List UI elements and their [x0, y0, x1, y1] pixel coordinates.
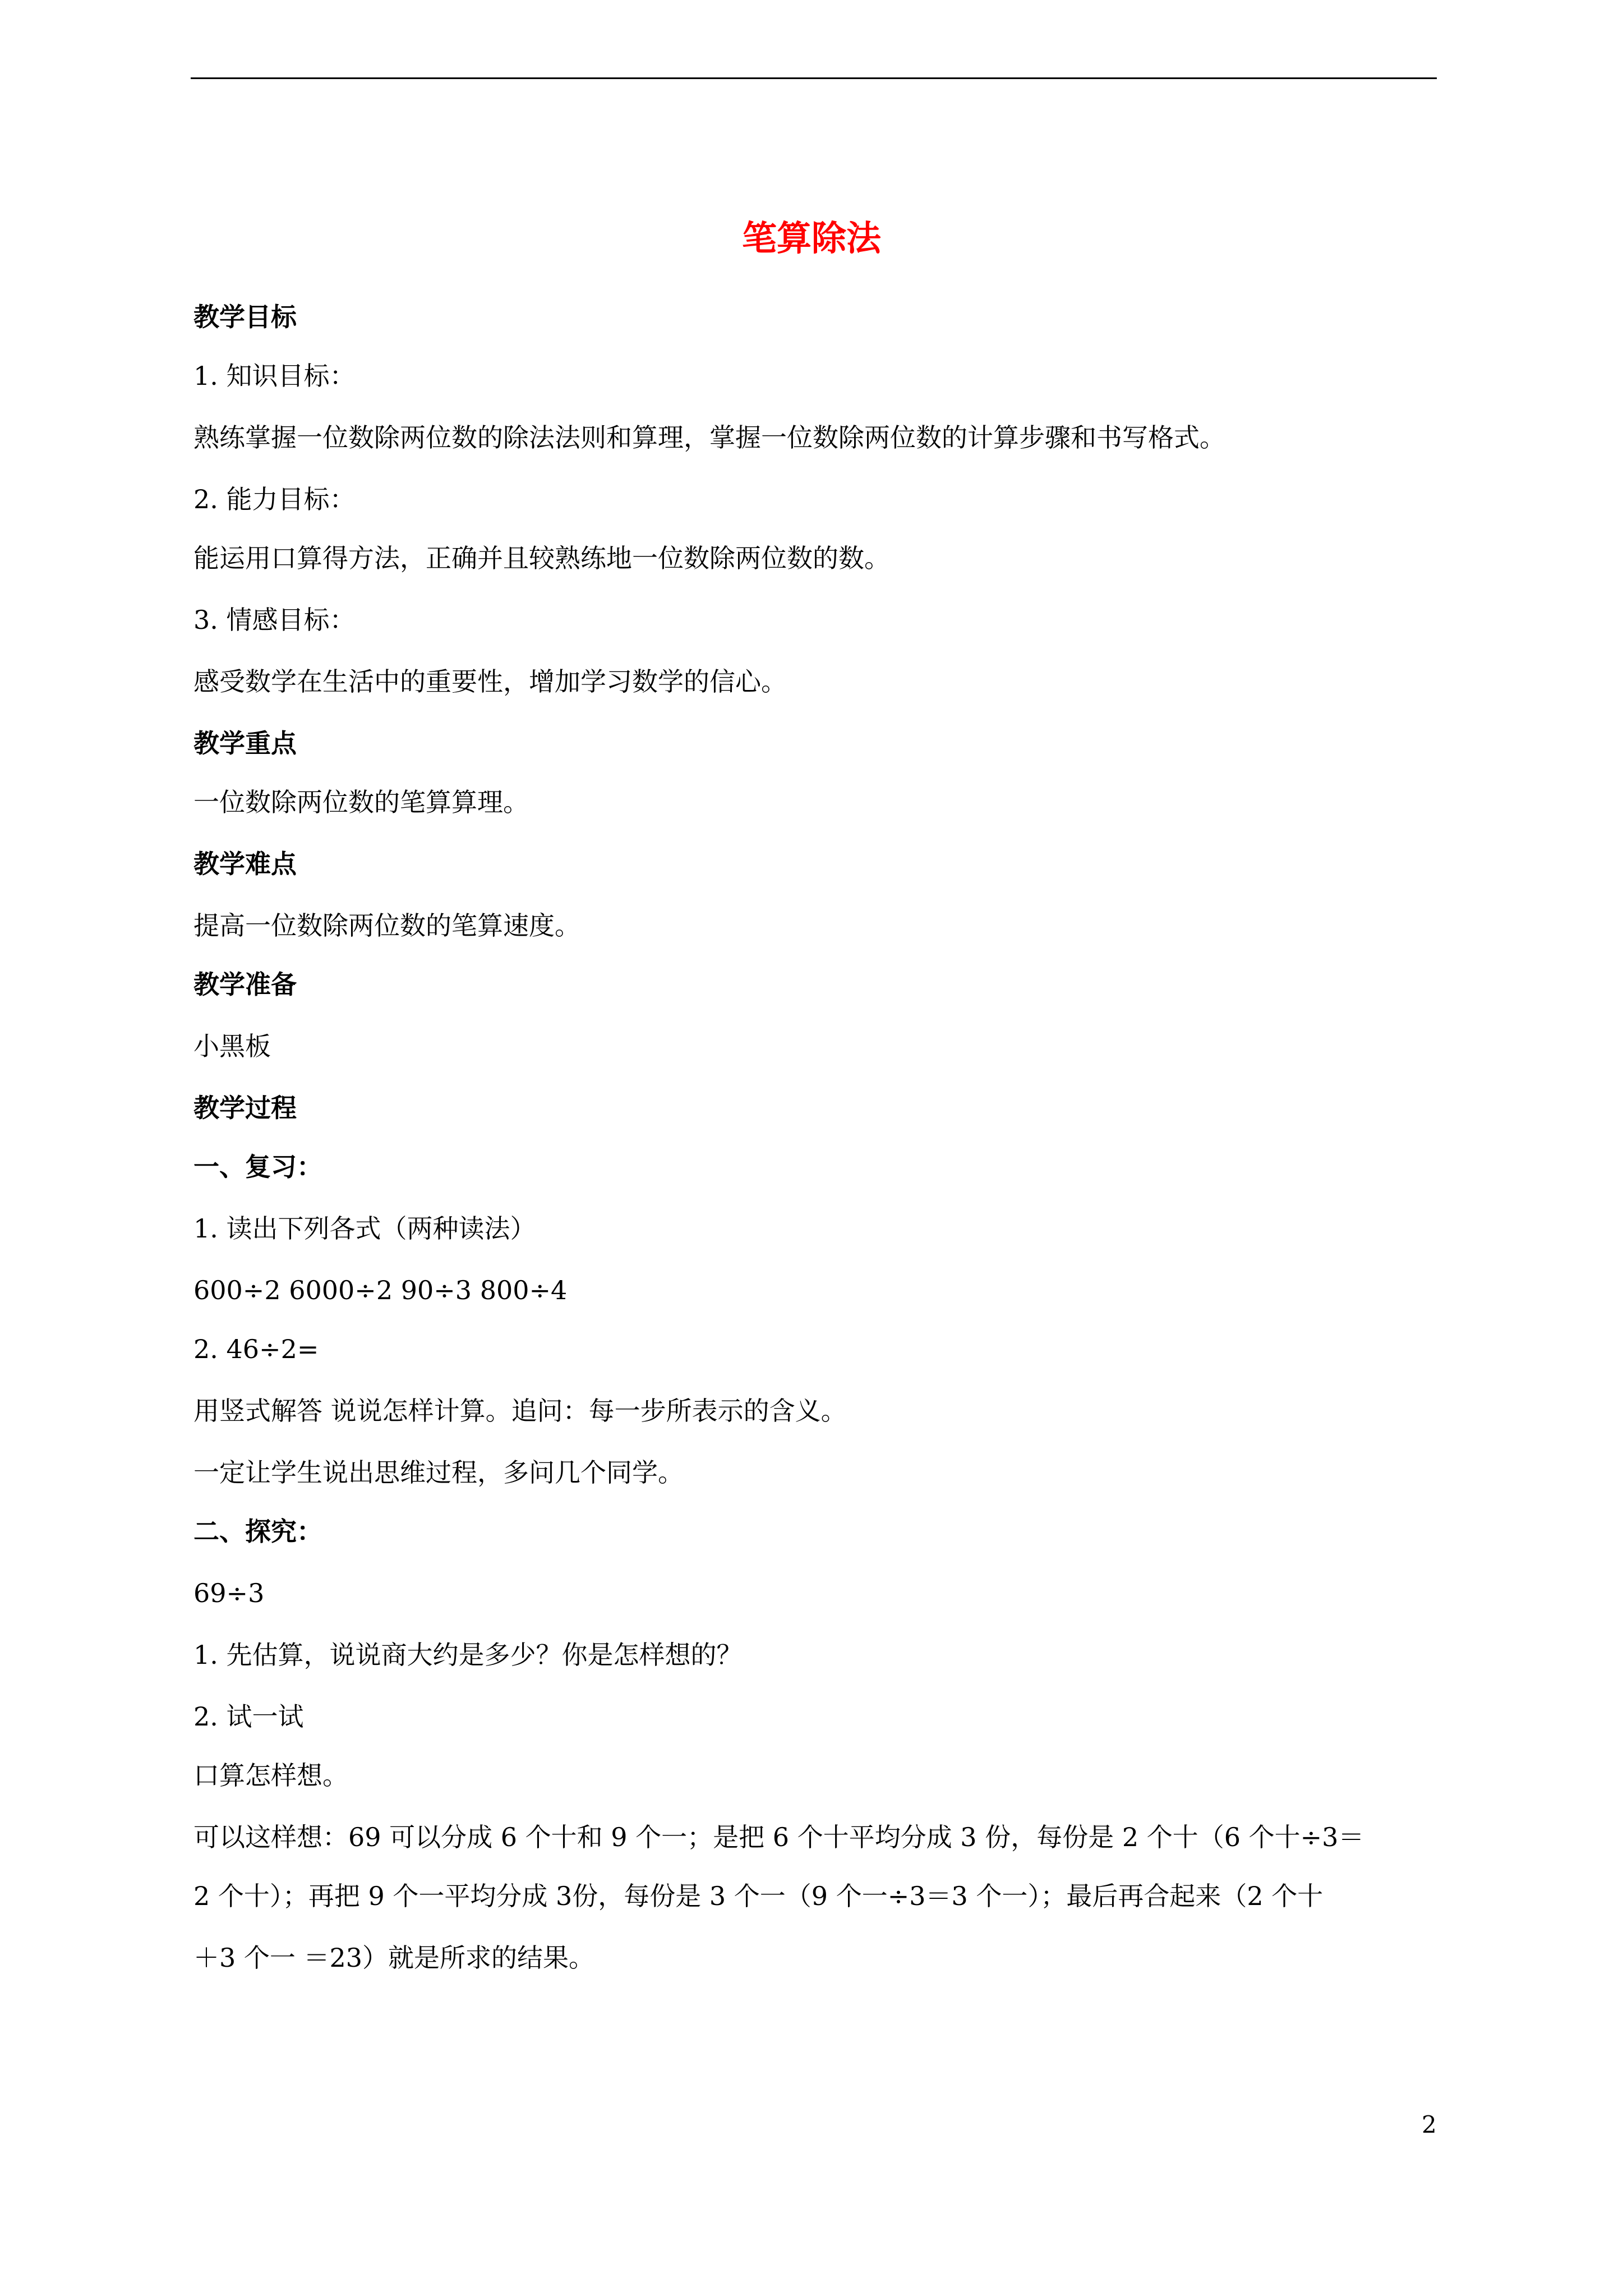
section-heading: 教学准备 [193, 969, 297, 1000]
body-text-line: 3. 情感目标： [193, 605, 356, 635]
page-number: 2 [1422, 2111, 1437, 2138]
section-heading: 一、复习： [193, 1152, 322, 1182]
header-rule [191, 77, 1437, 79]
body-text-line: 600÷2 6000÷2 90÷3 800÷4 [193, 1275, 568, 1305]
body-text-line: 1. 读出下列各式（两种读法） [193, 1213, 536, 1244]
body-text-line: 用竖式解答 说说怎样计算。追问：每一步所表示的含义。 [193, 1396, 847, 1426]
body-text-line: 感受数学在生活中的重要性，增加学习数学的信心。 [193, 666, 787, 697]
body-text-line: ＋3 个一 ＝23）就是所求的结果。 [193, 1943, 595, 1973]
body-text-line: 2. 46÷2= [193, 1334, 319, 1364]
section-heading: 教学过程 [193, 1093, 297, 1123]
body-text-line: 熟练掌握一位数除两位数的除法法则和算理，掌握一位数除两位数的计算步骤和书写格式。 [193, 422, 1225, 453]
section-heading: 教学目标 [193, 302, 297, 332]
body-text-line: 2 个十）；再把 9 个一平均分成 3份，每份是 3 个一（9 个一÷3＝3 个一）；最后再合起来（2 个十 [193, 1881, 1324, 1911]
body-text-line: 2. 试一试 [193, 1701, 304, 1732]
body-text-line: 小黑板 [193, 1031, 271, 1061]
body-text-line: 能运用口算得方法，正确并且较熟练地一位数除两位数的数。 [193, 543, 890, 573]
section-heading: 二、探究： [193, 1516, 322, 1547]
section-heading: 教学重点 [193, 728, 297, 758]
body-text-line: 2. 能力目标： [193, 484, 356, 514]
body-text-line: 1. 先估算，说说商大约是多少？你是怎样想的？ [193, 1640, 743, 1670]
body-text-line: 1. 知识目标： [193, 361, 356, 391]
body-text-line: 一定让学生说出思维过程，多问几个同学。 [193, 1457, 684, 1488]
body-text-line: 口算怎样想。 [193, 1760, 348, 1791]
body-text-line: 可以这样想：69 可以分成 6 个十和 9 个一；是把 6 个十平均分成 3 份，每份是 2 个十（6 个十÷3＝ [193, 1822, 1364, 1852]
document-title: 笔算除法 [741, 218, 881, 259]
body-text-line: 提高一位数除两位数的笔算速度。 [193, 910, 580, 941]
section-heading: 教学难点 [193, 849, 297, 879]
body-text-line: 69÷3 [193, 1578, 265, 1608]
body-text-line: 一位数除两位数的笔算算理。 [193, 787, 529, 817]
